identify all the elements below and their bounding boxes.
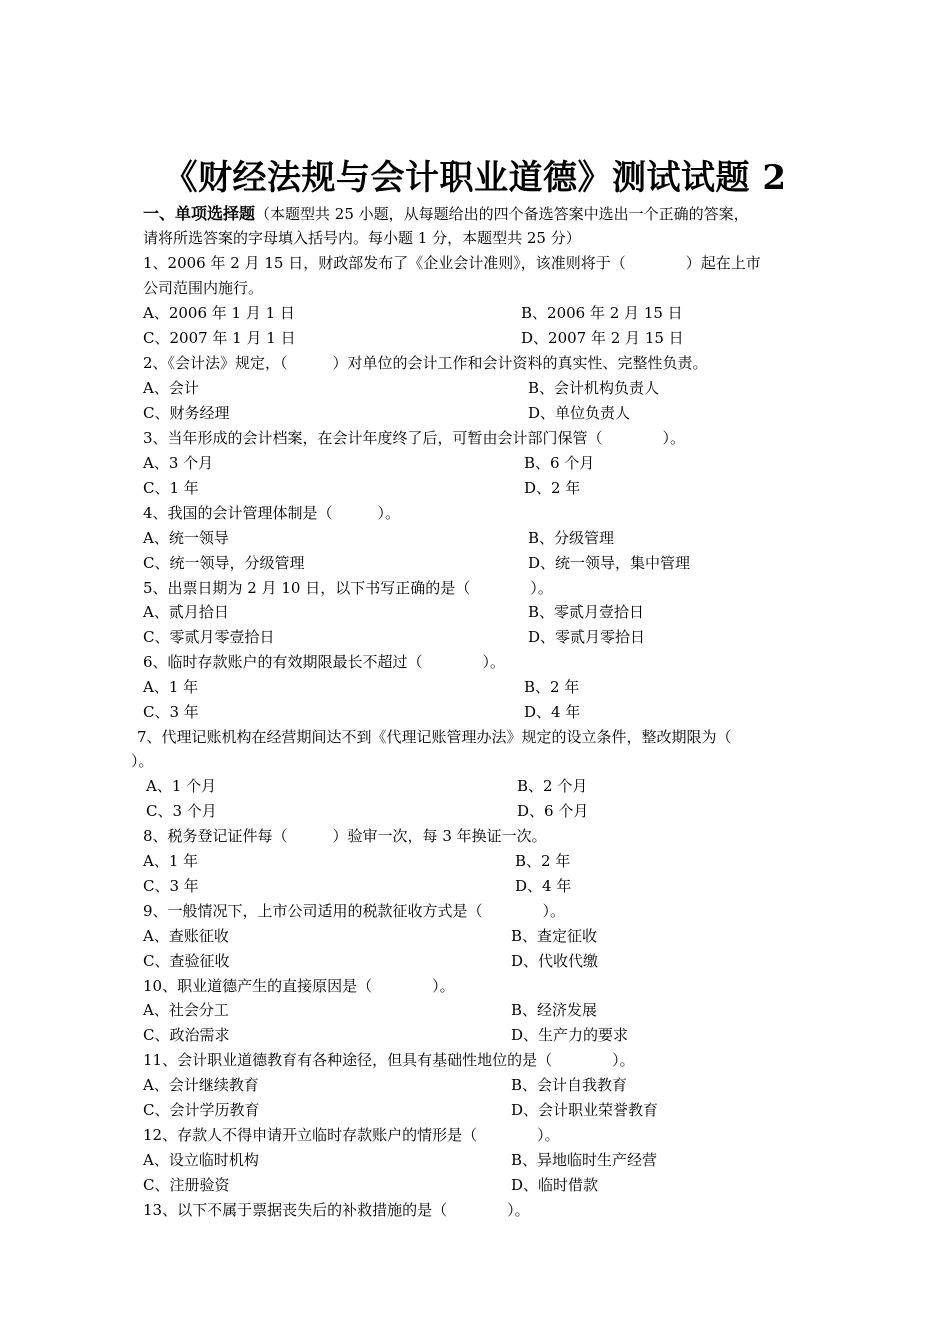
option-d: D、2007 年 2 月 15 日	[521, 329, 684, 347]
question-13: 13、以下不属于票据丧失后的补救措施的是（ ）。	[143, 1201, 530, 1219]
option-c: C、查验征收	[143, 952, 230, 970]
option-b: B、2006 年 2 月 15 日	[521, 304, 683, 322]
option-d: D、代收代缴	[511, 952, 599, 970]
page-title: 《财经法规与会计职业道德》测试试题 2	[163, 158, 787, 198]
option-a: A、1 年	[143, 852, 199, 870]
option-b: B、异地临时生产经营	[511, 1151, 658, 1169]
option-d: D、单位负责人	[528, 404, 631, 422]
question-5: 5、出票日期为 2 月 10 日，以下书写正确的是（ ）。	[143, 579, 553, 597]
option-c: C、1 年	[143, 479, 199, 497]
question-1-continued: 公司范围内施行。	[143, 279, 264, 297]
question-4: 4、我国的会计管理体制是（ ）。	[143, 504, 401, 522]
question-1: 1、2006 年 2 月 15 日，财政部发布了《企业会计准则》，该准则将于（ ）起在上市	[143, 254, 761, 272]
option-b: B、查定征收	[511, 927, 598, 945]
option-c: C、3 年	[143, 877, 199, 895]
option-b: B、6 个月	[524, 454, 595, 472]
option-d: D、零贰月零拾日	[528, 628, 646, 646]
question-6: 6、临时存款账户的有效期限最长不超过（ ）。	[143, 653, 506, 671]
question-9: 9、一般情况下，上市公司适用的税款征收方式是（ ）。	[143, 902, 566, 920]
option-c: C、注册验资	[143, 1176, 230, 1194]
option-d: D、临时借款	[511, 1176, 599, 1194]
option-a: A、2006 年 1 月 1 日	[143, 304, 295, 322]
option-b: B、会计自我教育	[511, 1076, 628, 1094]
option-b: B、会计机构负责人	[528, 379, 660, 397]
option-b: B、零贰月壹拾日	[528, 603, 645, 621]
option-a: A、社会分工	[143, 1001, 229, 1019]
option-c: C、会计学历教育	[143, 1101, 260, 1119]
option-a: A、设立临时机构	[143, 1151, 259, 1169]
section-heading-line	[143, 201, 749, 227]
option-c: C、政治需求	[143, 1026, 230, 1044]
option-a: A、统一领导	[143, 529, 229, 547]
option-a: A、会计	[143, 379, 199, 397]
option-a: A、贰月拾日	[143, 603, 229, 621]
option-b: B、2 个月	[517, 777, 588, 795]
option-a: A、查账征收	[143, 927, 229, 945]
option-a: A、1 个月	[146, 777, 217, 795]
question-11: 11、会计职业道德教育有各种途径，但具有基础性地位的是（ ）。	[143, 1051, 635, 1069]
option-d: D、统一领导，集中管理	[528, 554, 691, 572]
option-c: C、统一领导，分级管理	[143, 554, 305, 572]
option-b: B、经济发展	[511, 1001, 598, 1019]
question-2: 2、《会计法》规定，（ ）对单位的会计工作和会计资料的真实性、完整性负责。	[143, 354, 708, 372]
section-instruction-continued: 请将所选答案的字母填入括号内。每小题 1 分，本题型共 25 分）	[143, 229, 581, 247]
option-d: D、4 年	[515, 877, 572, 895]
option-d: D、会计职业荣誉教育	[511, 1101, 659, 1119]
option-c: C、财务经理	[143, 404, 230, 422]
option-b: B、2 年	[515, 852, 571, 870]
question-10: 10、职业道德产生的直接原因是（ ）。	[143, 977, 455, 995]
option-d: D、4 年	[524, 703, 581, 721]
option-c: C、2007 年 1 月 1 日	[143, 329, 296, 347]
option-a: A、3 个月	[143, 454, 214, 472]
option-c: C、3 个月	[146, 802, 217, 820]
option-b: B、2 年	[524, 678, 580, 696]
section-heading: 一、单项选择题	[143, 204, 256, 223]
question-7: 7、代理记账机构在经营期间达不到《代理记账管理办法》规定的设立条件，整改期限为（	[137, 728, 732, 746]
option-d: D、6 个月	[517, 802, 589, 820]
option-c: C、零贰月零壹拾日	[143, 628, 275, 646]
option-d: D、生产力的要求	[511, 1026, 629, 1044]
option-d: D、2 年	[524, 479, 581, 497]
option-c: C、3 年	[143, 703, 199, 721]
question-12: 12、存款人不得申请开立临时存款账户的情形是（ ）。	[143, 1126, 560, 1144]
question-8: 8、税务登记证件每（ ）验审一次，每 3 年换证一次。	[143, 827, 547, 845]
question-7-continued: ）。	[131, 752, 154, 770]
option-b: B、分级管理	[528, 529, 615, 547]
question-3: 3、当年形成的会计档案，在会计年度终了后，可暂由会计部门保管（ ）。	[143, 429, 686, 447]
option-a: A、1 年	[143, 678, 199, 696]
section-instruction: （本题型共 25 小题，从每题给出的四个备选答案中选出一个正确的答案，	[255, 205, 749, 223]
option-a: A、会计继续教育	[143, 1076, 259, 1094]
